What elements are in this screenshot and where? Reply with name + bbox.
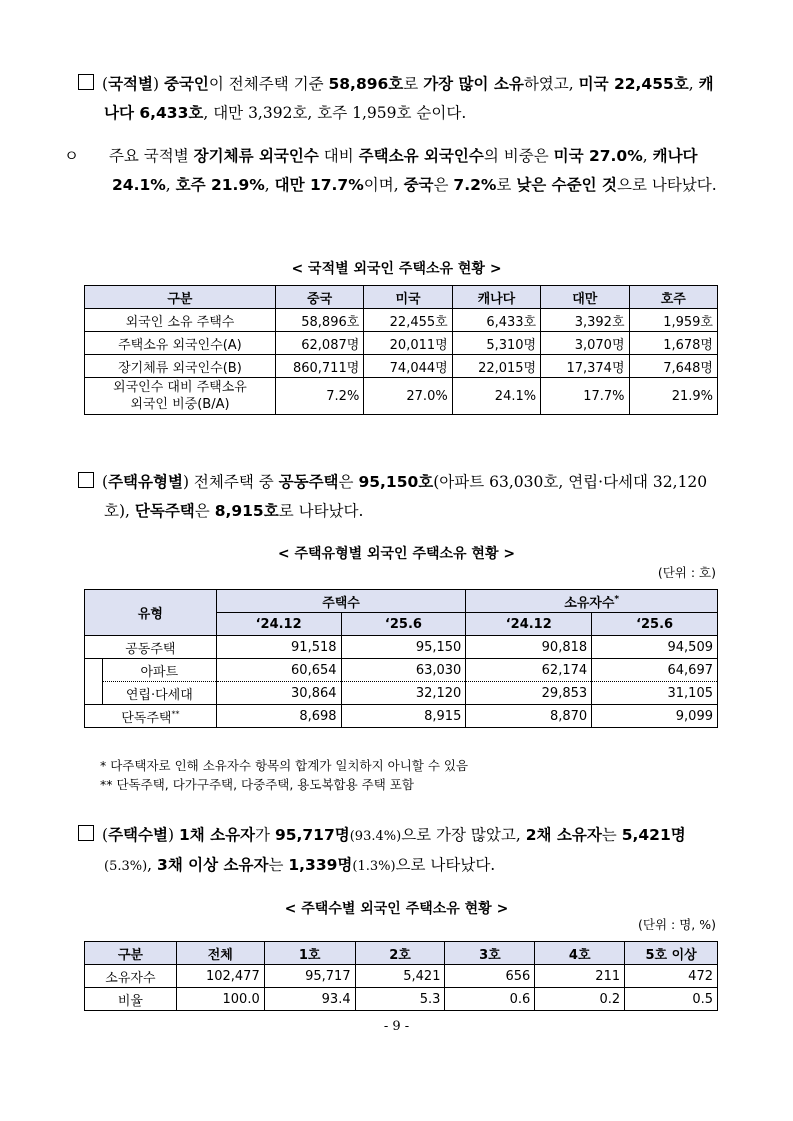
table3-unit: (단위 : 명, %) (638, 917, 716, 932)
table-cell: 32,120 (341, 682, 466, 705)
table3-header-cell: 5호 이상 (625, 942, 718, 965)
page-number: - 9 - (383, 1019, 410, 1034)
table2-note1: * 다주택자로 인해 소유자수 항목의 합계가 일치하지 아니할 수 있음 (100, 758, 469, 773)
table-row (85, 705, 718, 728)
row-label: 장기체류 외국인수(B) (85, 355, 276, 378)
table-housing-type (84, 589, 718, 728)
table-cell: 17,374명 (541, 355, 629, 378)
table-row (85, 659, 718, 682)
indent-spacer (85, 659, 103, 682)
table-cell: 5.3 (355, 988, 445, 1011)
table-row (85, 378, 718, 415)
paragraph-house-count: (주택수별) 1채 소유자가 95,717명(93.4%)으로 가장 많았고, 2채 소유자는 5,421명(5.3%), 3채 이상 소유자는 1,339명(1.3%)으로 나타났다. (78, 821, 718, 881)
table2-caption: < 주택유형별 외국인 주택소유 현황 > (277, 546, 516, 562)
table-cell: 3,392호 (541, 309, 629, 332)
footnote-mark: ** (171, 709, 180, 719)
table-house-count (84, 941, 718, 1011)
table-cell: 0.5 (625, 988, 718, 1011)
table-cell: 22,015명 (452, 355, 540, 378)
table1-header-row (85, 286, 718, 309)
paragraph-nationality: (국적별) 중국인이 전체주택 기준 58,896호로 가장 많이 소유하였고, 미국 22,455호, 캐나다 6,433호, 대만 3,392호, 호주 1,959호 순이다. (78, 70, 718, 128)
table-row (85, 988, 718, 1011)
table-cell: 60,654 (216, 659, 341, 682)
table-cell: 17.7% (541, 378, 629, 415)
table-cell: 90,818 (466, 636, 592, 659)
table-cell: 29,853 (466, 682, 592, 705)
table1-header-cell: 중국 (275, 286, 363, 309)
table-cell: 8,915 (341, 705, 466, 728)
table-cell: 27.0% (364, 378, 452, 415)
table-cell: 22,455호 (364, 309, 452, 332)
table-cell: 5,421 (355, 965, 445, 988)
table-cell: 62,174 (466, 659, 592, 682)
row-label: 비율 (85, 988, 177, 1011)
table3-header-cell: 3호 (445, 942, 535, 965)
table-row (85, 309, 718, 332)
table-cell: 100.0 (176, 988, 264, 1011)
table-cell: 7,648명 (629, 355, 717, 378)
table-cell: 0.6 (445, 988, 535, 1011)
table1-header-cell: 미국 (364, 286, 452, 309)
table2-notes (100, 756, 468, 794)
table1-header-cell: 캐나다 (452, 286, 540, 309)
table-cell: 8,870 (466, 705, 592, 728)
paragraph-ratio: ㅇ 주요 국적별 장기체류 외국인수 대비 주택소유 외국인수의 비중은 미국 27.0%, 캐나다 24.1%, 호주 21.9%, 대만 17.7%이며, 중국은 7.2%로 낮은 수준인 것으로 나타났다. (88, 142, 718, 200)
table-cell: 63,030 (341, 659, 466, 682)
checkbox-square-icon (78, 825, 94, 841)
table-cell: 31,105 (592, 682, 718, 705)
table3-header-cell: 4호 (535, 942, 625, 965)
table-cell: 95,150 (341, 636, 466, 659)
table-row (85, 965, 718, 988)
table1-header-cell: 호주 (629, 286, 717, 309)
table3-header-cell: 전체 (176, 942, 264, 965)
table3-header-row (85, 942, 718, 965)
table-cell: 30,864 (216, 682, 341, 705)
bullet-circle-icon: ㅇ (64, 147, 79, 165)
table-cell: 1,678명 (629, 332, 717, 355)
row-label: 외국인수 대비 주택소유 외국인 비중(B/A) (85, 378, 276, 415)
table-cell: 0.2 (535, 988, 625, 1011)
table-cell: 20,011명 (364, 332, 452, 355)
table-cell: 74,044명 (364, 355, 452, 378)
table1-header-cell: 대만 (541, 286, 629, 309)
table-nationality (84, 285, 718, 415)
table2-header-owners: 소유자수* (466, 590, 718, 613)
table-cell: 102,477 (176, 965, 264, 988)
row-label: 아파트 (102, 659, 216, 682)
row-label: 연립·다세대 (102, 682, 216, 705)
table-cell: 860,711명 (275, 355, 363, 378)
table1-caption: < 국적별 외국인 주택소유 현황 > (291, 261, 502, 277)
table-row (85, 355, 718, 378)
table-cell: 21.9% (629, 378, 717, 415)
row-label: 외국인 소유 주택수 (85, 309, 276, 332)
period-header: ‘25.6 (592, 613, 718, 636)
table2-header-houses: 주택수 (216, 590, 466, 613)
table-cell: 472 (625, 965, 718, 988)
table-cell: 656 (445, 965, 535, 988)
table3-caption: < 주택수별 외국인 주택소유 현황 > (284, 901, 509, 917)
table-cell: 95,717 (264, 965, 355, 988)
paragraph-housing-type: (주택유형별) 전체주택 중 공동주택은 95,150호(아파트 63,030호, 연립·다세대 32,120호), 단독주택은 8,915호로 나타났다. (78, 468, 718, 526)
table-cell: 91,518 (216, 636, 341, 659)
table-row (85, 636, 718, 659)
table-cell: 3,070명 (541, 332, 629, 355)
table-cell: 8,698 (216, 705, 341, 728)
table2-header-row1 (85, 590, 718, 613)
row-label: 공동주택 (85, 636, 217, 659)
table-cell: 7.2% (275, 378, 363, 415)
table2-header-type: 유형 (85, 590, 217, 636)
table-cell: 64,697 (592, 659, 718, 682)
table3-header-cell: 2호 (355, 942, 445, 965)
table-row (85, 332, 718, 355)
table-cell: 24.1% (452, 378, 540, 415)
table-cell: 58,896호 (275, 309, 363, 332)
table2-note2: ** 단독주택, 다가구주택, 다중주택, 용도복합용 주택 포함 (100, 777, 414, 792)
row-label: 주택소유 외국인수(A) (85, 332, 276, 355)
table1-header-cell: 구분 (85, 286, 276, 309)
table-cell: 5,310명 (452, 332, 540, 355)
row-label: 단독주택** (85, 705, 217, 728)
table-row (85, 682, 718, 705)
table-cell: 1,959호 (629, 309, 717, 332)
table-cell: 93.4 (264, 988, 355, 1011)
checkbox-square-icon (78, 74, 94, 90)
period-header: ‘24.12 (216, 613, 341, 636)
table-cell: 9,099 (592, 705, 718, 728)
row-label: 소유자수 (85, 965, 177, 988)
indent-spacer (85, 682, 103, 705)
period-header: ‘25.6 (341, 613, 466, 636)
table3-header-cell: 1호 (264, 942, 355, 965)
table2-unit: (단위 : 호) (657, 565, 716, 580)
table-cell: 6,433호 (452, 309, 540, 332)
table-cell: 62,087명 (275, 332, 363, 355)
checkbox-square-icon (78, 472, 94, 488)
table3-header-cell: 구분 (85, 942, 177, 965)
table-cell: 94,509 (592, 636, 718, 659)
table-cell: 211 (535, 965, 625, 988)
period-header: ‘24.12 (466, 613, 592, 636)
